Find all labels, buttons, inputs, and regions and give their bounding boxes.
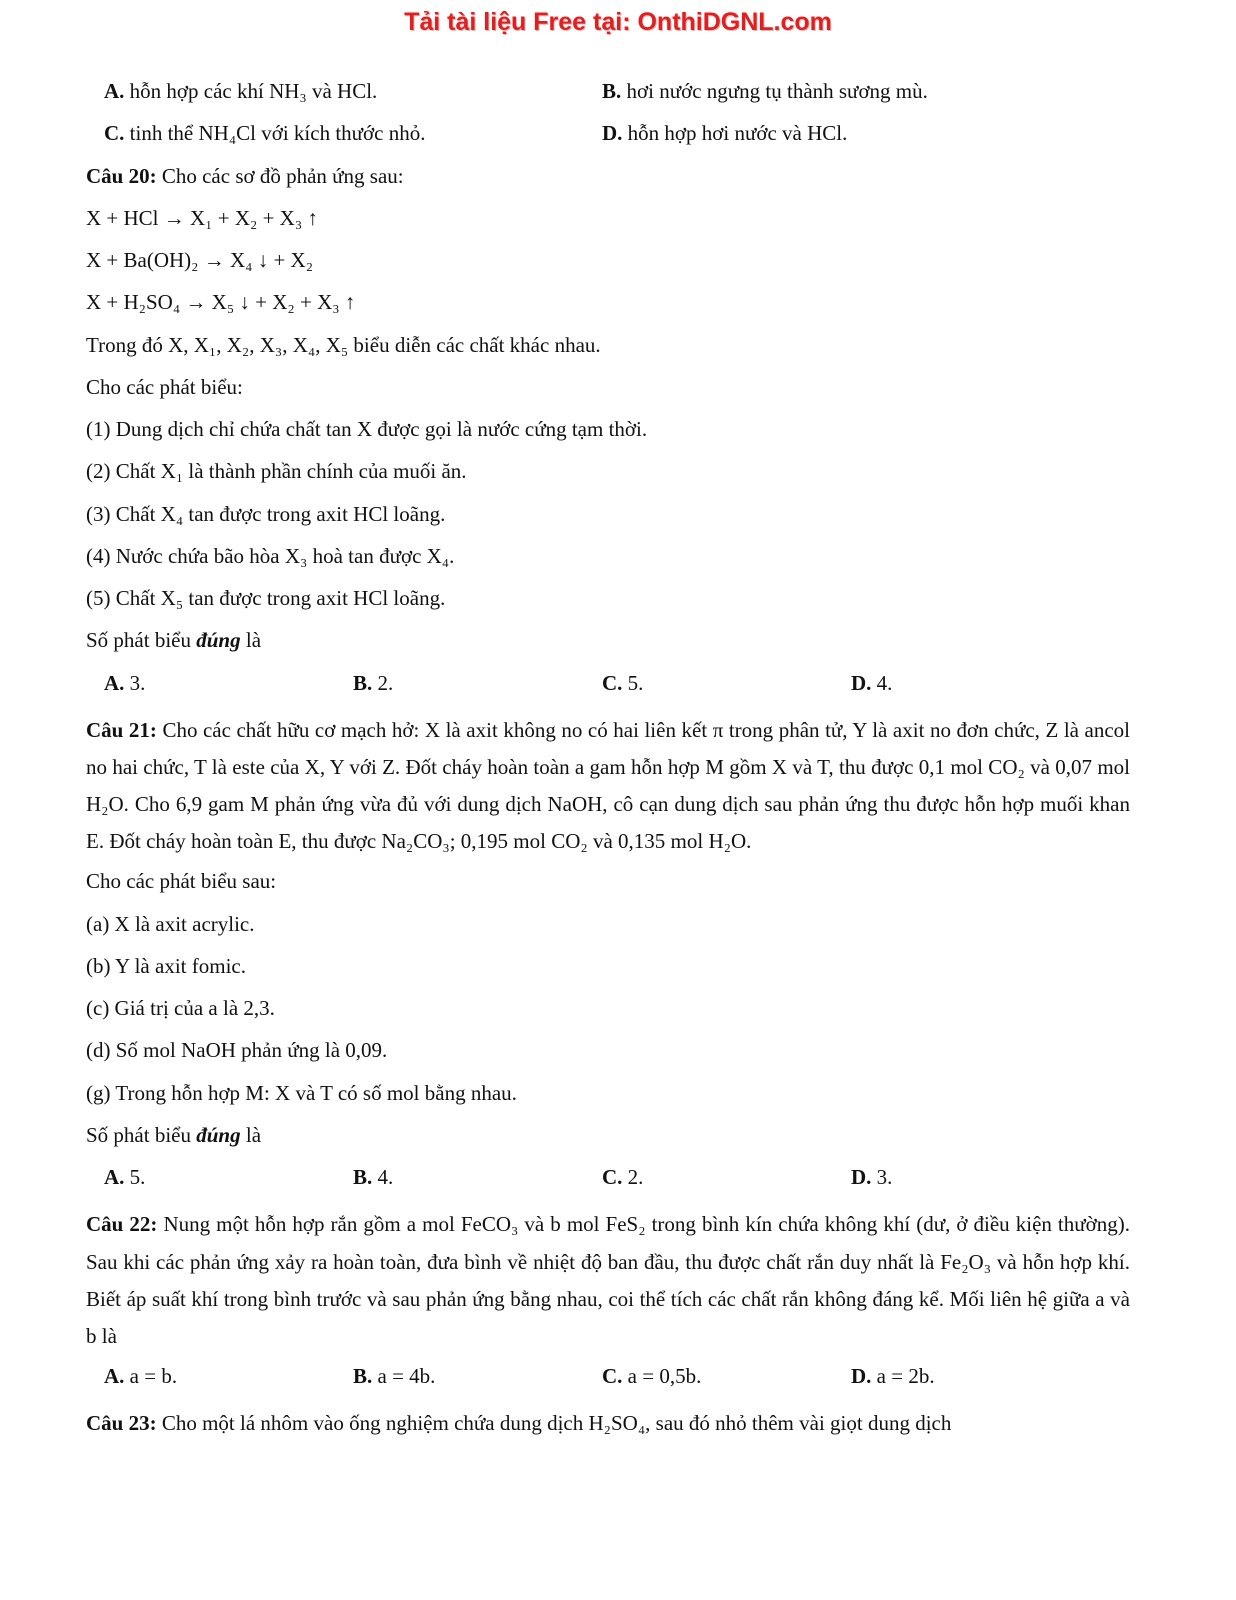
q21-statement-g: (g) Trong hỗn hợp M: X và T có số mol bằng nhau.: [86, 1080, 517, 1105]
q19-options-row-1: [86, 78, 1130, 104]
q20-intro: Cho các phát biểu:: [86, 374, 243, 399]
q21-statement-b: (b) Y là axit fomic.: [86, 953, 246, 978]
q20-option-a: A. 3.: [104, 670, 146, 695]
q22-option-a: A. a = b.: [104, 1364, 178, 1388]
q20-question: Số phát biểu đúng là: [86, 628, 262, 653]
q20-options: [86, 670, 1130, 696]
q21-intro: Cho các phát biểu sau:: [86, 869, 277, 894]
q20-option-c: C. 5.: [602, 670, 644, 695]
document-page: [86, 78, 1130, 1446]
q21-option-a: A. 5.: [104, 1165, 146, 1190]
q22-options: [86, 1363, 1130, 1389]
q20-statement-4: (4) Nước chứa bão hòa X₃ hoà tan được X₄.: [86, 543, 455, 568]
q21-option-b: B. 4.: [353, 1165, 394, 1190]
q20-statement-1: (1) Dung dịch chỉ chứa chất tan X được gọi là nước cứng tạm thời.: [86, 417, 648, 441]
q20-note: Trong đó X, X₁, X₂, X₃, X₄, X₅ biểu diễn các chất khác nhau.: [86, 332, 601, 357]
q20-statement-5: (5) Chất X₅ tan được trong axit HCl loãng.: [86, 586, 446, 610]
q21-option-d: D. 3.: [851, 1165, 893, 1190]
q20-reaction-3: X + H₂SO₄ → X₅ ↓ + X₂ + X₃ ↑: [86, 290, 356, 315]
q21-options: [86, 1164, 1130, 1190]
q22-stem: Câu 22: Nung một hỗn hợp rắn gồm a mol FeCO₃ và b mol FeS₂ trong bình kín chứa không khí (dư, ở điều kiện thường). Sau khi các phản ứng xảy ra hoàn toàn, đưa bình về nhiệt độ ban đầu, thu được chất rắn duy nhất là Fe₂O₃ và hỗn hợp khí. Biết áp suất khí trong bình trước và sau phản ứng bằng nhau, coi thể tích các chất rắn không đáng kể. Mối liên hệ giữa a và b là: [86, 1212, 1130, 1348]
q21-option-c: C. 2.: [602, 1165, 644, 1190]
q23-stem: Câu 23: Cho một lá nhôm vào ống nghiệm chứa dung dịch H₂SO₄, sau đó nhỏ thêm vài giọt dung dịch: [86, 1411, 952, 1436]
q20-statement-3: (3) Chất X₄ tan được trong axit HCl loãng.: [86, 501, 446, 526]
q21-statement-d: (d) Số mol NaOH phản ứng là 0,09.: [86, 1038, 388, 1063]
q21-statement-a: (a) X là axit acrylic.: [86, 911, 255, 936]
site-header-banner: Tải tài liệu Free tại: OnthiDGNL.com: [404, 8, 832, 36]
q20-option-b: B. 2.: [353, 670, 394, 695]
q20-stem: Câu 20: Cho các sơ đồ phản ứng sau:: [86, 163, 404, 188]
q19-option-d: D. hỗn hợp hơi nước và HCl.: [602, 121, 848, 146]
q20-statement-2: (2) Chất X₁ là thành phần chính của muối ăn.: [86, 459, 467, 484]
q21-stem: Câu 21: Cho các chất hữu cơ mạch hở: X là axit không no có hai liên kết π trong phân tử, Y là axit no đơn chức, Z là ancol no hai chức, T là este của X, Y với Z. Đốt cháy hoàn toàn a gam hỗn hợp M gồm X và T, thu được 0,1 mol CO₂ và 0,07 mol H₂O. Cho 6,9 gam M phản ứng vừa đủ với dung dịch NaOH, cô cạn dung dịch sau phản ứng thu được hỗn hợp muối khan E. Đốt cháy hoàn toàn E, thu được Na₂CO₃; 0,195 mol CO₂ và 0,135 mol H₂O.: [86, 717, 1130, 854]
q20-option-d: D. 4.: [851, 670, 893, 695]
q19-options-row-2: [86, 120, 1130, 146]
q19-option-a: A. hỗn hợp các khí NH₃ và HCl.: [104, 79, 378, 103]
q21-statement-c: (c) Giá trị của a là 2,3.: [86, 996, 275, 1021]
q19-option-b: B. hơi nước ngưng tụ thành sương mù.: [602, 79, 928, 103]
q21-question: Số phát biểu đúng là: [86, 1122, 262, 1147]
q19-option-c: C. tinh thể NH₄Cl với kích thước nhỏ.: [104, 121, 426, 146]
q22-option-b: B. a = 4b.: [353, 1364, 436, 1388]
q22-option-c: C. a = 0,5b.: [602, 1364, 702, 1388]
q20-reaction-1: X + HCl → X₁ + X₂ + X₃ ↑: [86, 205, 318, 230]
q22-option-d: D. a = 2b.: [851, 1364, 935, 1388]
q20-reaction-2: X + Ba(OH)₂ → X₄ ↓ + X₂: [86, 248, 314, 272]
